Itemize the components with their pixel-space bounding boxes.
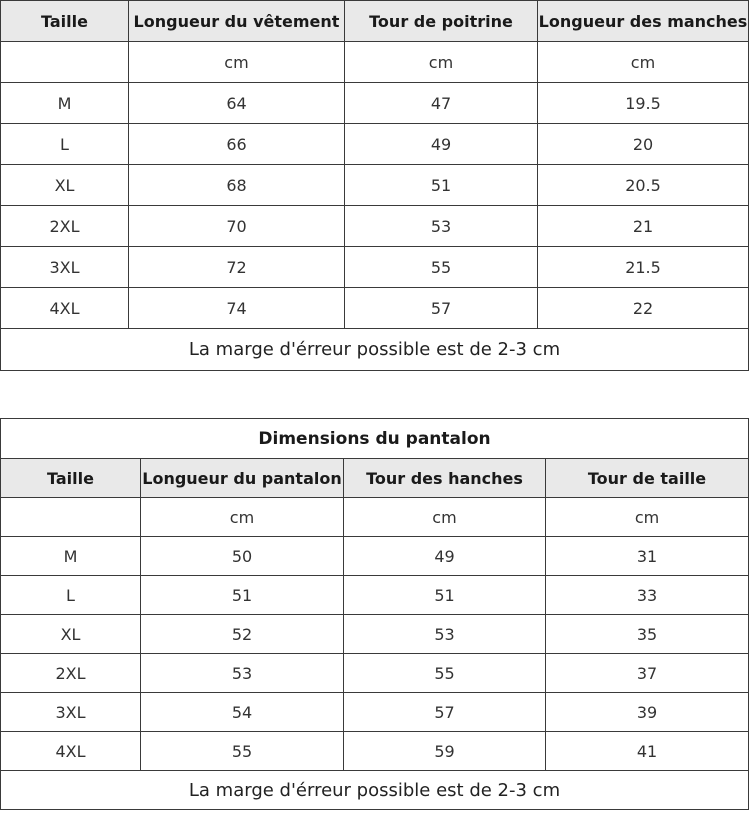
value-cell: 19.5 bbox=[538, 83, 749, 124]
value-cell: 49 bbox=[344, 537, 546, 576]
unit-row bbox=[1, 498, 749, 537]
table-row bbox=[1, 124, 749, 165]
value-cell: 53 bbox=[345, 206, 538, 247]
size-cell: M bbox=[1, 537, 141, 576]
header-cell: Longueur du pantalon bbox=[141, 459, 344, 498]
value-cell: 68 bbox=[129, 165, 345, 206]
value-cell: 41 bbox=[546, 732, 749, 771]
value-cell: 55 bbox=[344, 654, 546, 693]
table-row bbox=[1, 693, 749, 732]
size-cell: L bbox=[1, 576, 141, 615]
value-cell: 21.5 bbox=[538, 247, 749, 288]
table-row bbox=[1, 576, 749, 615]
value-cell: 53 bbox=[141, 654, 344, 693]
value-cell: 51 bbox=[344, 576, 546, 615]
value-cell: 37 bbox=[546, 654, 749, 693]
note-row bbox=[1, 329, 749, 371]
value-cell: 21 bbox=[538, 206, 749, 247]
value-cell: 22 bbox=[538, 288, 749, 329]
unit-cell: cm bbox=[129, 42, 345, 83]
unit-cell bbox=[1, 42, 129, 83]
header-row bbox=[1, 459, 749, 498]
value-cell: 52 bbox=[141, 615, 344, 654]
unit-row bbox=[1, 42, 749, 83]
size-cell: XL bbox=[1, 165, 129, 206]
header-cell: Taille bbox=[1, 1, 129, 42]
value-cell: 20 bbox=[538, 124, 749, 165]
size-cell: 4XL bbox=[1, 288, 129, 329]
value-cell: 64 bbox=[129, 83, 345, 124]
value-cell: 39 bbox=[546, 693, 749, 732]
table-row bbox=[1, 165, 749, 206]
size-cell: 2XL bbox=[1, 206, 129, 247]
error-margin-note: La marge d'érreur possible est de 2-3 cm bbox=[1, 771, 749, 810]
value-cell: 33 bbox=[546, 576, 749, 615]
header-cell: Tour de poitrine bbox=[345, 1, 538, 42]
header-row bbox=[1, 1, 749, 42]
unit-cell: cm bbox=[345, 42, 538, 83]
top-size-table bbox=[0, 0, 749, 371]
title-row bbox=[1, 419, 749, 459]
table-row bbox=[1, 537, 749, 576]
value-cell: 35 bbox=[546, 615, 749, 654]
value-cell: 50 bbox=[141, 537, 344, 576]
value-cell: 55 bbox=[141, 732, 344, 771]
unit-cell bbox=[1, 498, 141, 537]
size-cell: 4XL bbox=[1, 732, 141, 771]
header-cell: Longueur des manches bbox=[538, 1, 749, 42]
table-row bbox=[1, 732, 749, 771]
value-cell: 51 bbox=[345, 165, 538, 206]
header-cell: Tour des hanches bbox=[344, 459, 546, 498]
note-row bbox=[1, 771, 749, 810]
table-row bbox=[1, 247, 749, 288]
header-cell: Longueur du vêtement bbox=[129, 1, 345, 42]
unit-cell: cm bbox=[538, 42, 749, 83]
size-cell: M bbox=[1, 83, 129, 124]
value-cell: 70 bbox=[129, 206, 345, 247]
size-cell: 3XL bbox=[1, 693, 141, 732]
unit-cell: cm bbox=[546, 498, 749, 537]
value-cell: 66 bbox=[129, 124, 345, 165]
table-row bbox=[1, 206, 749, 247]
value-cell: 74 bbox=[129, 288, 345, 329]
header-cell: Taille bbox=[1, 459, 141, 498]
value-cell: 20.5 bbox=[538, 165, 749, 206]
size-cell: L bbox=[1, 124, 129, 165]
value-cell: 53 bbox=[344, 615, 546, 654]
unit-cell: cm bbox=[344, 498, 546, 537]
table-row bbox=[1, 615, 749, 654]
size-cell: 2XL bbox=[1, 654, 141, 693]
size-cell: 3XL bbox=[1, 247, 129, 288]
value-cell: 57 bbox=[344, 693, 546, 732]
value-cell: 59 bbox=[344, 732, 546, 771]
error-margin-note: La marge d'érreur possible est de 2-3 cm bbox=[1, 329, 749, 371]
size-cell: XL bbox=[1, 615, 141, 654]
table-row bbox=[1, 288, 749, 329]
value-cell: 31 bbox=[546, 537, 749, 576]
table-row bbox=[1, 83, 749, 124]
value-cell: 72 bbox=[129, 247, 345, 288]
table-row bbox=[1, 654, 749, 693]
value-cell: 47 bbox=[345, 83, 538, 124]
value-cell: 51 bbox=[141, 576, 344, 615]
pants-size-table bbox=[0, 418, 749, 810]
header-cell: Tour de taille bbox=[546, 459, 749, 498]
value-cell: 55 bbox=[345, 247, 538, 288]
pants-table-title: Dimensions du pantalon bbox=[1, 419, 749, 459]
value-cell: 57 bbox=[345, 288, 538, 329]
unit-cell: cm bbox=[141, 498, 344, 537]
value-cell: 49 bbox=[345, 124, 538, 165]
value-cell: 54 bbox=[141, 693, 344, 732]
